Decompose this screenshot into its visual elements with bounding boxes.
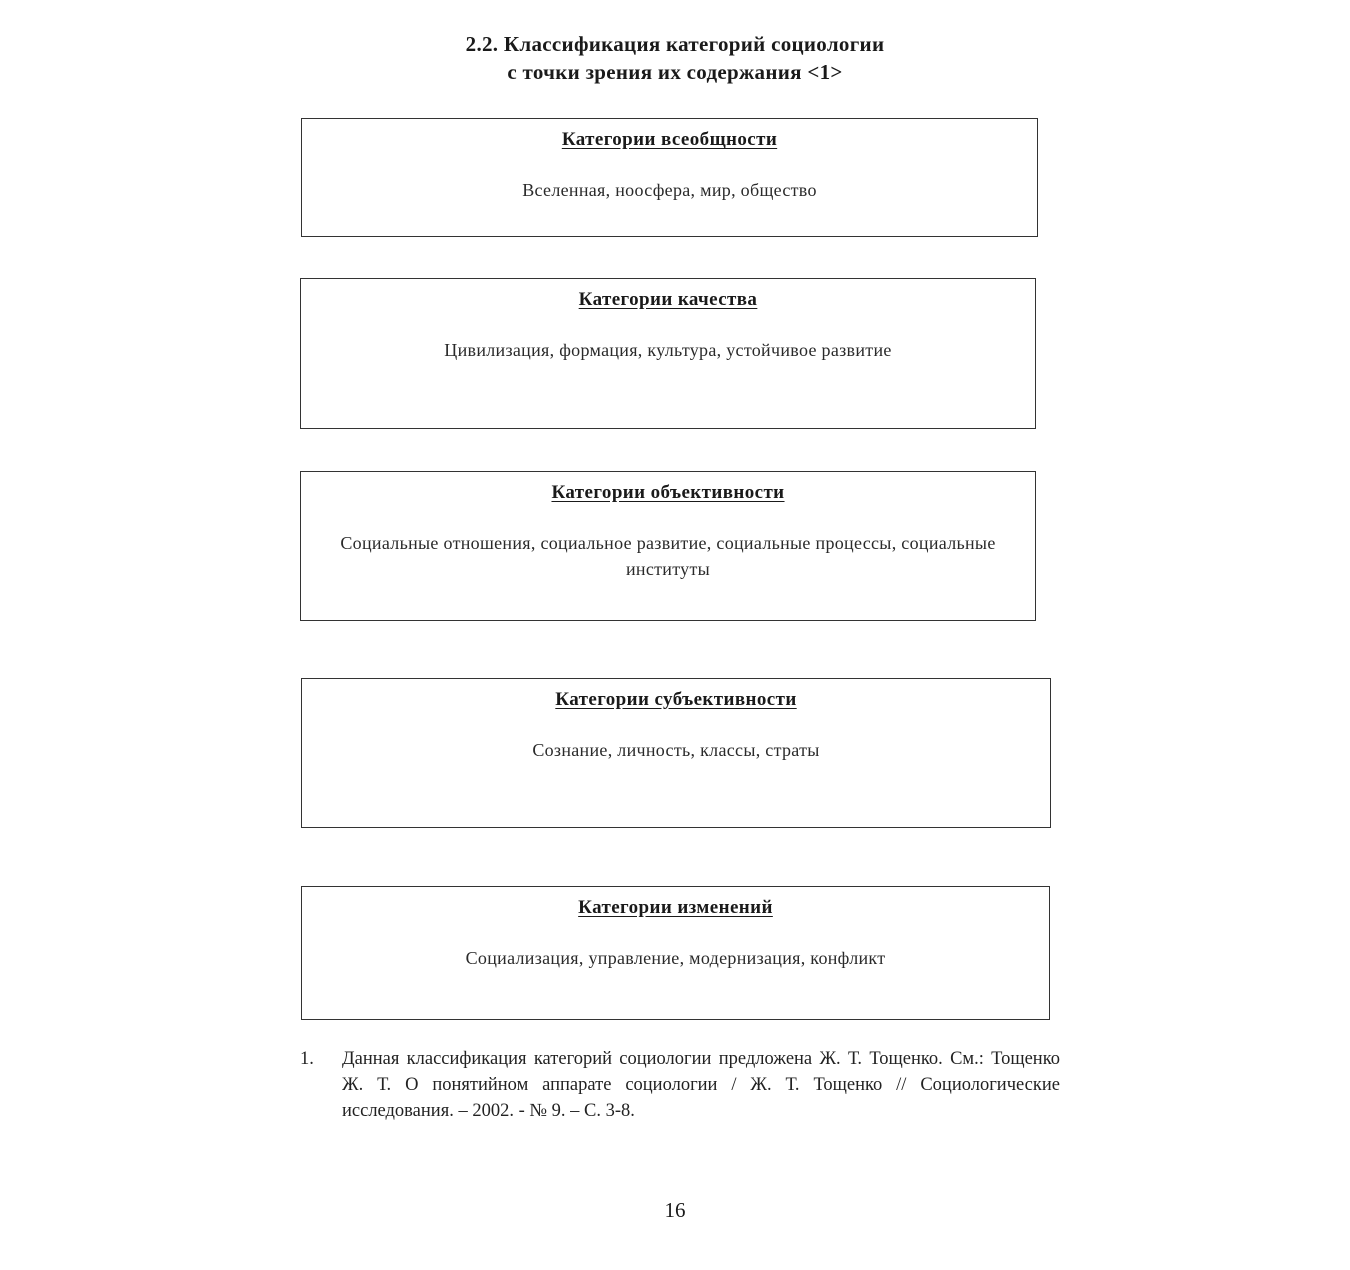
title-line-2: с точки зрения их содержания <1> <box>507 60 843 84</box>
box-items: Социальные отношения, социальное развитие, социальные процессы, социальные институты <box>340 533 996 579</box>
box-heading: Категории субъективности <box>555 689 797 710</box>
category-box-changes <box>301 886 1050 1020</box>
page-number: 16 <box>664 1198 686 1222</box>
box-items: Вселенная, ноосфера, мир, общество <box>522 180 817 200</box>
category-box-universality <box>301 118 1038 237</box>
box-heading: Категории всеобщности <box>561 129 778 150</box>
box-items: Социализация, управление, модернизация, конфликт <box>465 948 886 968</box>
box-heading: Категории объективности <box>551 482 785 503</box>
box-items: Цивилизация, формация, культура, устойчивое развитие <box>444 340 892 360</box>
category-box-quality <box>300 278 1036 429</box>
box-heading: Категории изменений <box>578 897 773 918</box>
footnote <box>300 1046 1060 1124</box>
box-heading: Категории качества <box>578 289 758 310</box>
footnote-number: 1. <box>300 1049 314 1069</box>
footnote-text: Данная классификация категорий социологии предложена Ж. Т. Тощенко. См.: Тощенко Ж. Т. О понятийном аппарате социологии / Ж. Т. Тощенко // Социологические исследования. – 2002. - № 9. – С. 3-8. <box>342 1049 1060 1121</box>
title-line-1: 2.2. Классификация категорий социологии <box>465 32 885 56</box>
page-title <box>0 30 1350 86</box>
category-box-objectivity <box>300 471 1036 621</box>
box-items: Сознание, личность, классы, страты <box>532 740 820 760</box>
category-box-subjectivity <box>301 678 1051 828</box>
